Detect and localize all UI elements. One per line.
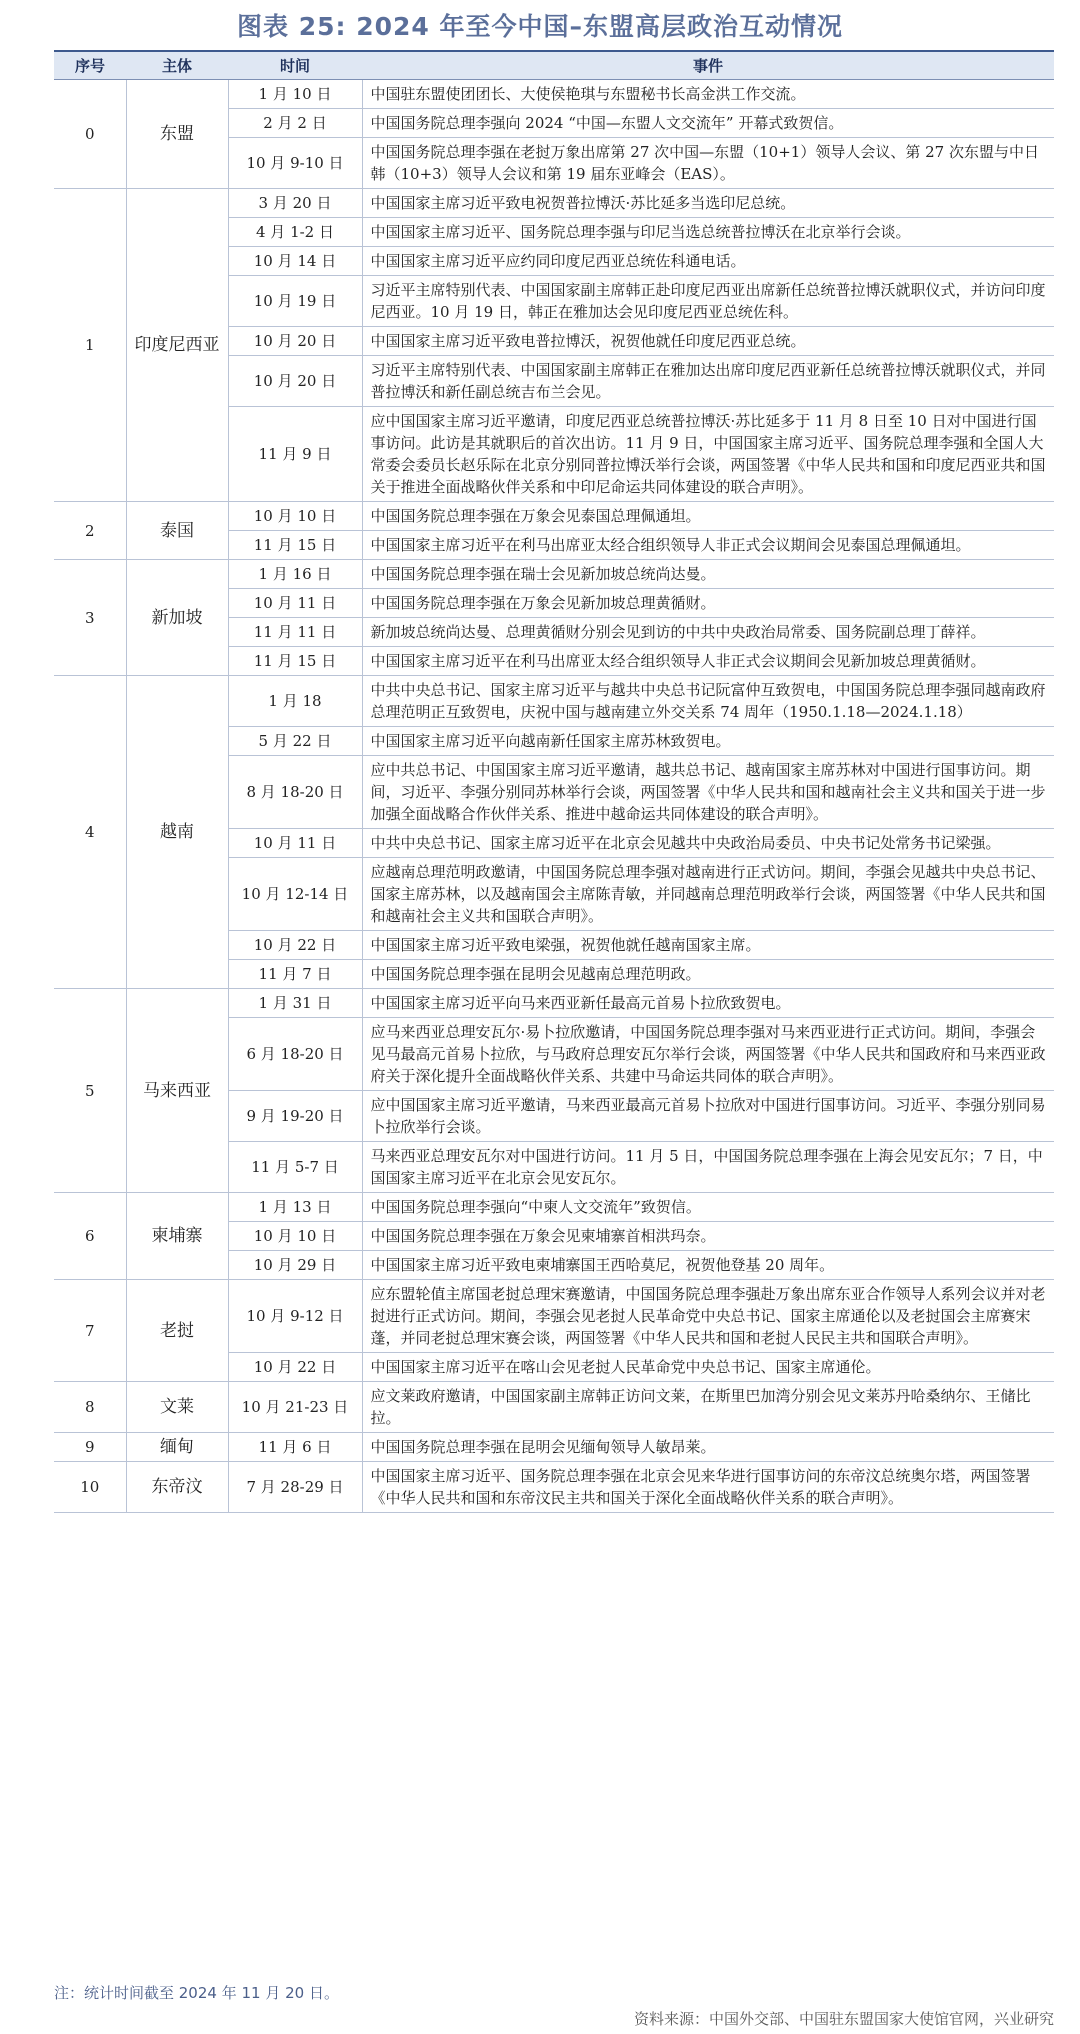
table-row <box>54 80 1054 109</box>
table-row <box>54 1433 1054 1462</box>
row-date: 10 月 11 日 <box>228 829 362 858</box>
row-date: 1 月 31 日 <box>228 989 362 1018</box>
row-date: 11 月 5-7 日 <box>228 1142 362 1193</box>
row-index: 8 <box>54 1382 126 1433</box>
row-event: 习近平主席特别代表、中国国家副主席韩正赴印度尼西亚出席新任总统普拉博沃就职仪式，并访问印度尼西亚。10 月 19 日，韩正在雅加达会见印度尼西亚总统佐科。 <box>362 276 1054 327</box>
row-index: 10 <box>54 1462 126 1513</box>
row-event: 中国国务院总理李强在瑞士会见新加坡总统尚达曼。 <box>362 560 1054 589</box>
row-date: 1 月 13 日 <box>228 1193 362 1222</box>
row-event: 应中共总书记、中国国家主席习近平邀请，越共总书记、越南国家主席苏林对中国进行国事访问。期间，习近平、李强分别同苏林举行会谈，两国签署《中华人民共和国和越南社会主义共和国关于进一步加强全面战略合作伙伴关系、推进中越命运共同体建设的联合声明》。 <box>362 756 1054 829</box>
figure-title: 图表 25: 2024 年至今中国–东盟高层政治互动情况 <box>237 12 843 41</box>
row-subject: 文莱 <box>126 1382 228 1433</box>
table-body <box>54 80 1054 1513</box>
row-event: 中国国务院总理李强在万象会见泰国总理佩通坦。 <box>362 502 1054 531</box>
row-date: 10 月 11 日 <box>228 589 362 618</box>
row-event: 马来西亚总理安瓦尔对中国进行访问。11 月 5 日，中国国务院总理李强在上海会见安瓦尔；7 日，中国国家主席习近平在北京会见安瓦尔。 <box>362 1142 1054 1193</box>
row-event: 中国国家主席习近平致电普拉博沃，祝贺他就任印度尼西亚总统。 <box>362 327 1054 356</box>
row-index: 4 <box>54 676 126 989</box>
row-subject: 越南 <box>126 676 228 989</box>
row-date: 10 月 19 日 <box>228 276 362 327</box>
row-date: 3 月 20 日 <box>228 189 362 218</box>
row-subject: 马来西亚 <box>126 989 228 1193</box>
table-row <box>54 989 1054 1018</box>
row-date: 10 月 12-14 日 <box>228 858 362 931</box>
table-row <box>54 1382 1054 1433</box>
row-event: 应中国国家主席习近平邀请，马来西亚最高元首易卜拉欣对中国进行国事访问。习近平、李强分别同易卜拉欣举行会谈。 <box>362 1091 1054 1142</box>
row-event: 中国国家主席习近平、国务院总理李强在北京会见来华进行国事访问的东帝汶总统奥尔塔，两国签署《中华人民共和国和东帝汶民主共和国关于深化全面战略伙伴关系的联合声明》。 <box>362 1462 1054 1513</box>
row-index: 3 <box>54 560 126 676</box>
table-row <box>54 560 1054 589</box>
row-event: 应马来西亚总理安瓦尔·易卜拉欣邀请，中国国务院总理李强对马来西亚进行正式访问。期间，李强会见马最高元首易卜拉欣，与马政府总理安瓦尔举行会谈，两国签署《中华人民共和国政府和马来西亚政府关于深化提升全面战略伙伴关系、共建中马命运共同体的联合声明》。 <box>362 1018 1054 1091</box>
row-event: 中国国家主席习近平向马来西亚新任最高元首易卜拉欣致贺电。 <box>362 989 1054 1018</box>
row-index: 1 <box>54 189 126 502</box>
row-date: 9 月 19-20 日 <box>228 1091 362 1142</box>
row-subject: 印度尼西亚 <box>126 189 228 502</box>
interaction-table <box>54 50 1054 1513</box>
row-event: 中国国务院总理李强在万象会见新加坡总理黄循财。 <box>362 589 1054 618</box>
row-index: 9 <box>54 1433 126 1462</box>
row-date: 10 月 9-12 日 <box>228 1280 362 1353</box>
row-date: 10 月 22 日 <box>228 931 362 960</box>
source-note: 资料来源：中国外交部、中国驻东盟国家大使馆官网，兴业研究 <box>633 2010 1054 2028</box>
row-subject: 泰国 <box>126 502 228 560</box>
table-row <box>54 502 1054 531</box>
row-date: 6 月 18-20 日 <box>228 1018 362 1091</box>
header-index: 序号 <box>54 51 126 80</box>
row-date: 10 月 29 日 <box>228 1251 362 1280</box>
row-event: 中共中央总书记、国家主席习近平在北京会见越共中央政治局委员、中央书记处常务书记梁强。 <box>362 829 1054 858</box>
row-event: 中国国家主席习近平在喀山会见老挝人民革命党中央总书记、国家主席通伦。 <box>362 1353 1054 1382</box>
row-subject: 老挝 <box>126 1280 228 1382</box>
row-subject: 缅甸 <box>126 1433 228 1462</box>
row-date: 10 月 10 日 <box>228 1222 362 1251</box>
row-event: 新加坡总统尚达曼、总理黄循财分别会见到访的中共中央政治局常委、国务院副总理丁薛祥。 <box>362 618 1054 647</box>
table-row <box>54 1193 1054 1222</box>
row-subject: 新加坡 <box>126 560 228 676</box>
table-row <box>54 1280 1054 1353</box>
header-time: 时间 <box>228 51 362 80</box>
footnote: 注：统计时间截至 2024 年 11 月 20 日。 <box>54 1984 339 2002</box>
row-event: 中共中央总书记、国家主席习近平与越共中央总书记阮富仲互致贺电，中国国务院总理李强同越南政府总理范明正互致贺电，庆祝中国与越南建立外交关系 74 周年（1950.1.18—2024.1.18） <box>362 676 1054 727</box>
row-event: 中国国务院总理李强在万象会见柬埔寨首相洪玛奈。 <box>362 1222 1054 1251</box>
row-index: 0 <box>54 80 126 189</box>
row-event: 应越南总理范明政邀请，中国国务院总理李强对越南进行正式访问。期间，李强会见越共中央总书记、国家主席苏林，以及越南国会主席陈青敏，并同越南总理范明政举行会谈，两国签署《中华人民共和国和越南社会主义共和国联合声明》。 <box>362 858 1054 931</box>
row-date: 10 月 14 日 <box>228 247 362 276</box>
row-event: 中国国务院总理李强在昆明会见缅甸领导人敏昂莱。 <box>362 1433 1054 1462</box>
row-date: 2 月 2 日 <box>228 109 362 138</box>
row-subject: 东帝汶 <box>126 1462 228 1513</box>
row-event: 中国国家主席习近平向越南新任国家主席苏林致贺电。 <box>362 727 1054 756</box>
row-event: 中国国家主席习近平在利马出席亚太经合组织领导人非正式会议期间会见新加坡总理黄循财。 <box>362 647 1054 676</box>
row-subject: 东盟 <box>126 80 228 189</box>
row-date: 10 月 20 日 <box>228 356 362 407</box>
row-subject: 柬埔寨 <box>126 1193 228 1280</box>
row-date: 10 月 20 日 <box>228 327 362 356</box>
row-date: 1 月 18 <box>228 676 362 727</box>
table-row <box>54 676 1054 727</box>
row-date: 11 月 9 日 <box>228 407 362 502</box>
header-subject: 主体 <box>126 51 228 80</box>
header-event: 事件 <box>362 51 1054 80</box>
row-date: 11 月 15 日 <box>228 531 362 560</box>
row-event: 应文莱政府邀请，中国国家副主席韩正访问文莱，在斯里巴加湾分别会见文莱苏丹哈桑纳尔、王储比拉。 <box>362 1382 1054 1433</box>
row-date: 4 月 1-2 日 <box>228 218 362 247</box>
row-date: 10 月 9-10 日 <box>228 138 362 189</box>
row-date: 5 月 22 日 <box>228 727 362 756</box>
row-index: 6 <box>54 1193 126 1280</box>
row-event: 中国国家主席习近平、国务院总理李强与印尼当选总统普拉博沃在北京举行会谈。 <box>362 218 1054 247</box>
table-header-row <box>54 51 1054 80</box>
table-row <box>54 189 1054 218</box>
page <box>0 4 1080 2034</box>
row-event: 中国国家主席习近平在利马出席亚太经合组织领导人非正式会议期间会见泰国总理佩通坦。 <box>362 531 1054 560</box>
row-event: 中国国务院总理李强在昆明会见越南总理范明政。 <box>362 960 1054 989</box>
row-event: 中国国家主席习近平应约同印度尼西亚总统佐科通电话。 <box>362 247 1054 276</box>
row-event: 应东盟轮值主席国老挝总理宋赛邀请，中国国务院总理李强赴万象出席东亚合作领导人系列会议并对老挝进行正式访问。期间，李强会见老挝人民革命党中央总书记、国家主席通伦以及老挝国会主席赛宋蓬，并同老挝总理宋赛会谈，两国签署《中华人民共和国和老挝人民民主共和国联合声明》。 <box>362 1280 1054 1353</box>
row-date: 1 月 10 日 <box>228 80 362 109</box>
row-date: 11 月 6 日 <box>228 1433 362 1462</box>
row-event: 习近平主席特别代表、中国国家副主席韩正在雅加达出席印度尼西亚新任总统普拉博沃就职仪式，并同普拉博沃和新任副总统吉布兰会见。 <box>362 356 1054 407</box>
row-date: 7 月 28-29 日 <box>228 1462 362 1513</box>
row-index: 5 <box>54 989 126 1193</box>
row-date: 11 月 11 日 <box>228 618 362 647</box>
row-date: 10 月 10 日 <box>228 502 362 531</box>
row-event: 中国驻东盟使团团长、大使侯艳琪与东盟秘书长高金洪工作交流。 <box>362 80 1054 109</box>
row-event: 中国国家主席习近平致电梁强，祝贺他就任越南国家主席。 <box>362 931 1054 960</box>
row-date: 1 月 16 日 <box>228 560 362 589</box>
row-index: 7 <box>54 1280 126 1382</box>
row-date: 10 月 22 日 <box>228 1353 362 1382</box>
row-event: 中国国务院总理李强向 2024 “中国—东盟人文交流年” 开幕式致贺信。 <box>362 109 1054 138</box>
row-event: 中国国务院总理李强在老挝万象出席第 27 次中国—东盟（10+1）领导人会议、第 27 次东盟与中日韩（10+3）领导人会议和第 19 届东亚峰会（EAS）。 <box>362 138 1054 189</box>
row-index: 2 <box>54 502 126 560</box>
row-event: 中国国务院总理李强向“中柬人文交流年”致贺信。 <box>362 1193 1054 1222</box>
row-event: 应中国国家主席习近平邀请，印度尼西亚总统普拉博沃·苏比延多于 11 月 8 日至 10 日对中国进行国事访问。此访是其就职后的首次出访。11 月 9 日，中国国家主席习近平、国务院总理李强和全国人大常委会委员长赵乐际在北京分别同普拉博沃举行会谈，两国签署《中华人民共和国和印度尼西亚共和国关于推进全面战略伙伴关系和中印尼命运共同体建设的联合声明》。 <box>362 407 1054 502</box>
table-row <box>54 1462 1054 1513</box>
row-date: 8 月 18-20 日 <box>228 756 362 829</box>
row-event: 中国国家主席习近平致电祝贺普拉博沃·苏比延多当选印尼总统。 <box>362 189 1054 218</box>
row-event: 中国国家主席习近平致电柬埔寨国王西哈莫尼，祝贺他登基 20 周年。 <box>362 1251 1054 1280</box>
row-date: 11 月 15 日 <box>228 647 362 676</box>
row-date: 10 月 21-23 日 <box>228 1382 362 1433</box>
row-date: 11 月 7 日 <box>228 960 362 989</box>
